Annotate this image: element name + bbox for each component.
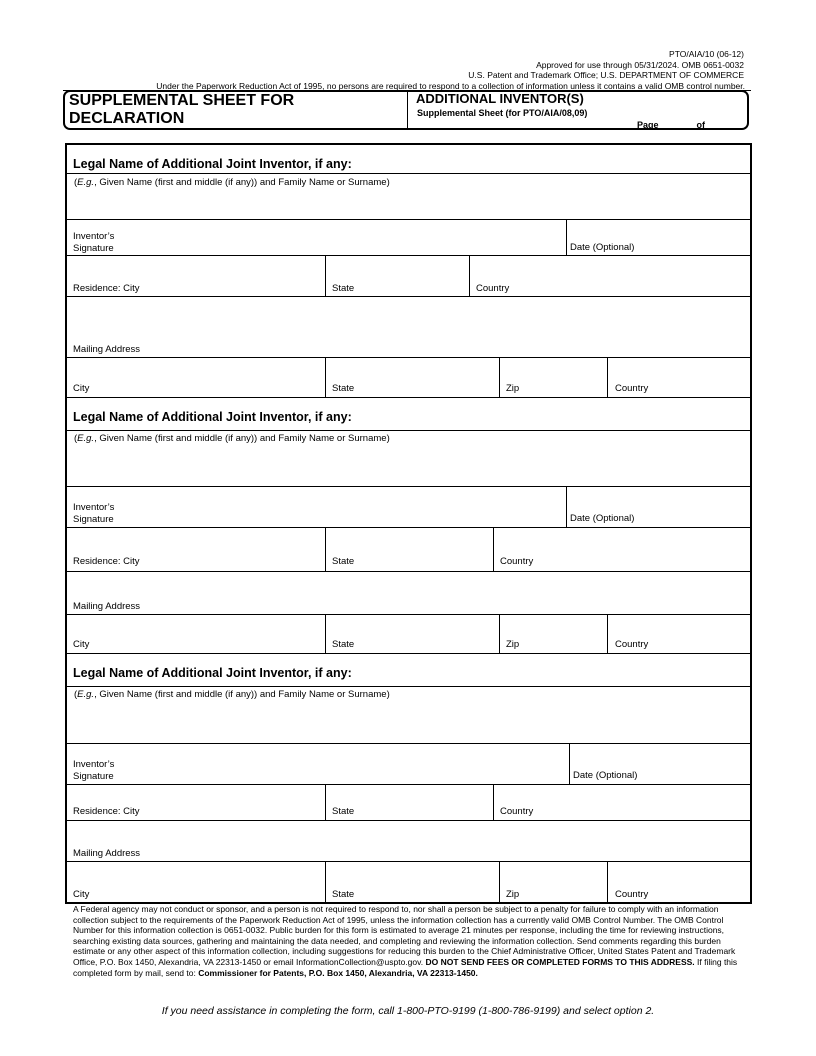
page-label: Page — [636, 120, 659, 130]
title-box — [63, 90, 749, 130]
form-number: PTO/AIA/10 (06-12) — [669, 49, 744, 59]
date-label: Date (Optional) — [570, 513, 635, 524]
inventor-form — [65, 143, 752, 904]
mailing-address-label: Mailing Address — [73, 848, 141, 859]
state-label: State — [332, 383, 355, 394]
page-number-field[interactable] — [661, 129, 695, 130]
paperwork-notice: Under the Paperwork Reduction Act of 1995, no persons are required to respond to a collection of information unless it contains a valid OMB control number. — [156, 81, 745, 91]
zip-label: Zip — [506, 639, 520, 650]
residence-city-label: Residence: City — [73, 283, 140, 294]
zip-label: Zip — [506, 383, 520, 394]
legal-name-field[interactable] — [67, 174, 750, 219]
of-label: of — [696, 120, 705, 130]
state-label: State — [332, 889, 355, 900]
state-label: State — [332, 806, 355, 817]
form-header — [468, 49, 744, 81]
total-pages-field[interactable] — [707, 129, 741, 130]
name-example-hint: (E.g., Given Name (first and middle (if any)) and Family Name or Surname) — [74, 177, 390, 188]
state-label: State — [332, 556, 355, 567]
legal-name-field[interactable] — [67, 687, 750, 743]
country-label: Country — [476, 283, 510, 294]
page-numbering — [637, 120, 743, 130]
country-label: Country — [615, 639, 649, 650]
assistance-note: If you need assistance in completing the form, call 1-800-PTO-9199 (1-800-786-9199) and select option 2. — [161, 1005, 655, 1017]
mailing-address-label: Mailing Address — [73, 344, 141, 355]
city-label: City — [73, 639, 90, 650]
residence-city-label: Residence: City — [73, 556, 140, 567]
city-label: City — [73, 889, 90, 900]
city-label: City — [73, 383, 90, 394]
legal-name-field[interactable] — [67, 431, 750, 486]
mailing-address-label: Mailing Address — [73, 601, 141, 612]
additional-inventors-heading: ADDITIONAL INVENTOR(S) — [416, 91, 584, 106]
date-label: Date (Optional) — [573, 770, 638, 781]
section-heading: Legal Name of Additional Joint Inventor, if any: — [73, 157, 352, 171]
country-label: Country — [500, 556, 534, 567]
section-heading: Legal Name of Additional Joint Inventor, if any: — [73, 666, 352, 680]
state-label: State — [332, 283, 355, 294]
state-label: State — [332, 639, 355, 650]
section-heading: Legal Name of Additional Joint Inventor, if any: — [73, 410, 352, 424]
inventor-signature-label: Inventor’s Signature — [73, 759, 115, 782]
supplemental-subheading: Supplemental Sheet (for PTO/AIA/08,09) — [417, 108, 588, 118]
omb-approval: Approved for use through 05/31/2024. OMB 0651-0032 — [536, 59, 744, 70]
country-label: Country — [615, 889, 649, 900]
burden-disclaimer: A Federal agency may not conduct or sponsor, and a person is not required to respond to, nor shall a person be subject to a penalty for failure to comply with an information collection subject to the requirements of the Paperwork Reduction Act of 1995, unless the information collection has a currently valid OMB Control Number. The OMB Control Number for this information collection is 0651-0032. Public burden for this form is estimated to average 21 minutes per response, including the time for reviewing instructions, searching existing data sources, gathering and maintaining the data needed, and completing and reviewing the information collection. Send comments regarding this burden estimate or any other aspect of this information collection, including suggestions for reducing this burden to the Chief Administrative Officer, United States Patent and Trademark Office, P.O. Box 1450, Alexandria, VA 22313-1450 or email InformationCollection@uspto.gov. DO NOT SEND FEES OR COMPLETED FORMS TO THIS ADDRESS. If filing this completed form by mail, send to: Commissioner for Patents, P.O. Box 1450, Alexandria, VA 22313-1450. — [73, 904, 738, 978]
agency-line: U.S. Patent and Trademark Office; U.S. DEPARTMENT OF COMMERCE — [468, 70, 744, 80]
name-example-hint: (E.g., Given Name (first and middle (if any)) and Family Name or Surname) — [74, 689, 390, 700]
date-label: Date (Optional) — [570, 242, 635, 253]
residence-city-label: Residence: City — [73, 806, 140, 817]
zip-label: Zip — [506, 889, 520, 900]
inventor-signature-label: Inventor’s Signature — [73, 231, 115, 254]
form-title: SUPPLEMENTAL SHEET FOR DECLARATION — [65, 92, 408, 128]
name-example-hint: (E.g., Given Name (first and middle (if any)) and Family Name or Surname) — [74, 433, 390, 444]
country-label: Country — [500, 806, 534, 817]
country-label: Country — [615, 383, 649, 394]
inventor-signature-label: Inventor’s Signature — [73, 502, 115, 525]
title-right-panel — [416, 92, 747, 128]
